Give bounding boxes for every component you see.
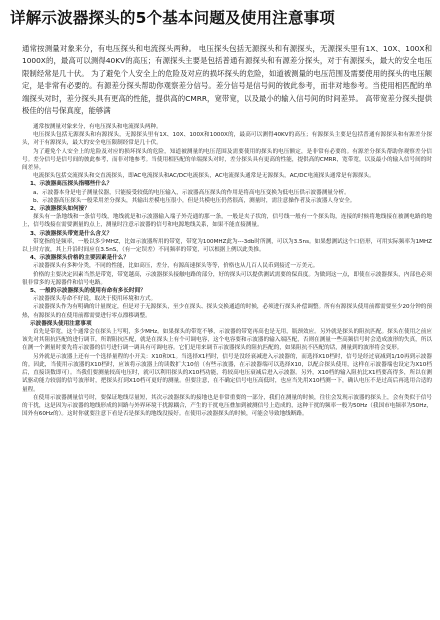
section-heading: 1、示波器高压探头指哪些什么？ [30,181,113,188]
body-paragraph: 价格的主要决定因素当然是带宽，带宽越高，示波器探头接触电路的部分，好的探头可以提供测试需要的保真度。为做到这一点，即使在示波器探头，内部也必须很非常多的无源器件和信号电路。 [22,271,432,286]
body-paragraph: 示波器探头作为有明确的计量规定，但是对于无源探头，至少在探头、探头交换通道的时候，必须进行探头补偿调整。所有有源探头使用前都需要至少20分钟的预热，有源探头的在使用前都需要进行零点漂移调整。 [22,304,432,319]
body-paragraph: 电流探头包括交流探头和交直流探头，即AC电流探头和AC/DC电流探头，AC电流探头通常是无源探头，AC/DC电流探头通常是有源探头。 [33,173,375,180]
intro-paragraph: 通常按测量对象来分，有电压探头和电流探头两种。 电压探头包括无源探头和有源探头，无源探头里有1X、10X、100X和1000X的，最高可以测得40KV的高压；有源探头主要是包括普通有源探头和有源差分探头，对于有源探头，最大的安全电压限制经常是几十伏。 为了避免个人安全上的危险及对应的损坏探头的危险，如道被测量的电压范围及需要使用的探头的电压额定，是非常有必要的。有源差分探头帮助你观察差分信号。差分信号是信号间的彼此参考，而非对地参考。当使用相匹配的单端探头对时，差分探头具有更高的性能，提供高的CMRR，宽带宽，以及最小的输入信号间的时间差异。 高带宽差分探头提供极佳的信号保真度，能够满 [22,44,432,116]
section-heading: 5、一般的示波器探头的使用有命有多长时间？ [30,288,146,295]
section-heading: 2、示波器探头如何接？ [30,206,90,213]
body-paragraph: 带宽指的是频率，一般以多少MHZ，比如示波器所用的带宽，带宽为100MHZ此为---3db时所测，可以为3.5ns。如果想测试这个口倍形，可用实际频率为1MHZ以上时方波，其上升沿时间应在3.5nS，（有一定误差）不同频率的带宽，可以根据上例以此类推。 [22,238,432,254]
body-paragraph: 为了避免个人安全上的危险及对应的损坏探头的危险，知道被测量的电压范围及需要使用的探头的电压额定，是非常有必要的。有源差分探头帮助你观察差分信号。差分信号是信号间的彼此参考，而非对地参考。当使用相匹配的单端探头对时，差分探头具有更高的性能，提供高的CMRR，宽带宽，以及最小的输入信号间的时间差异。 [22,148,432,172]
body-paragraph: 另外就是示波器上还有一个选择量程的小开关：X10和X1。当选择X1档时，信号是没经衰减进入示波器的，而选择X10档时，信号是经过衰减到1/10再到示波器的。因此，当使用示波器的X10档时，应该将示波器上的读数扩大10倍（有些示波器，在示波器端可以选择X10，以配合探头使用，这样在示波器端也设定为X10档后，直接读数即可）。当我们要测量较高电压时，就可以利用探头的X10档功能，将较高电压衰减后进入示波器。另外，X10档的输入阻抗比X1档要高得多，所以在测试驱动能力较弱的信号波形时，把探头打到X10档可更好的测量。但要注意，在不确定信号电压高低时，也应当先用X10档测一下，确认电压不是过高后再选用合适的量程。 [22,353,432,393]
body-paragraph: 电压探头包括无源探头和有源探头，无源探头里有1X、10X、100X和1000X的，最高可以测得40KV的高压；有源探头主要是包括普通有源探头和有源差分探头，对于有源探头，最大的安全电压限制经常是几十伏。 [22,132,432,147]
body-paragraph: 示波器探头有多种分类，不同的性能，比如高压，差分，有源高速探头等等，价格也从几百人民币到接近一万美元。 [33,263,319,270]
body-paragraph: 示波器探头寿命不好说，取决于使用环境和方式。 [33,296,157,303]
body-paragraph: b、示波器高压探头一般采用差分探头，其输出差模电压很小，但是共模电压仍然很高，测量时，需注意操作者及示波器人身安全。 [33,197,356,204]
body-paragraph: 首先是带宽，这个通常会在探头上写明，多少MHz。如果探头的带宽不够，示波器的带宽再高也是无用，瓶颈效应。另外就是探头的阻抗匹配。探头在使用之前应该先对其阻抗匹配的进行调节，所谓阻抗匹配，就是在探头上有个可调电容，这个电容要和示波器的输入端匹配，否则在测量一些高频信号时会造成波形的失真，所以在测一个测量时要先将示波器的信号进行调一调具有可调电容。它们是用来调节示波器探头的阻抗匹配的，如果阻抗不匹配的话，测量到的波形将会变形。 [22,329,432,352]
body-paragraph: 探头有一条地线和一条信号线，地线就是和示波器输入端子外壳通的那一条，一般是夹子状的，信号线一般有一个探头钩，连接的时候将地线接在被测电路的地上，信号线接在需要测量的点上，测量时注意示波器的信号和电源地线关系，如果不能直接测量。 [22,214,432,229]
body-paragraph: 在使用示波器测量信号时，要保证地线尽量短，其次示波器探头的接地也是非常重要的一部分，我们在测量的时候，往往会发现示波器的探头上，会有类似于信号的干扰，这是因为示波器的地线形成的回路与外界环境干扰源耦合，产生的干扰电压叠加到被测信号上造成的，这种干扰的频率一般为50Hz（我国市电频率为50Hz，国外有60Hz的）。这时你就要注意下看是否是探头的地线没接好。在使用示波器探头的时候，可能会导致地线断路。 [22,394,432,418]
document-title: 详解示波器探头的5个基本问题及使用注意事项 [10,9,335,27]
body-paragraph: 通常按测量对象来分，有电压探头和电流探头两种。 [33,124,162,130]
section-heading: 4、示波器探头价格的主要因素是什么？ [30,255,129,262]
body-paragraph: a、示波器本身是电子测量仪器，只能接受较低的电压输入，示波器高压探头的作用是将高电压变换为低电压供示波器测量分析。 [33,189,350,196]
section-heading: 3、示波器探头带宽是什么含义？ [30,230,113,237]
section-heading: 示波器探头使用注意事项 [30,320,92,327]
document-body [22,123,432,418]
